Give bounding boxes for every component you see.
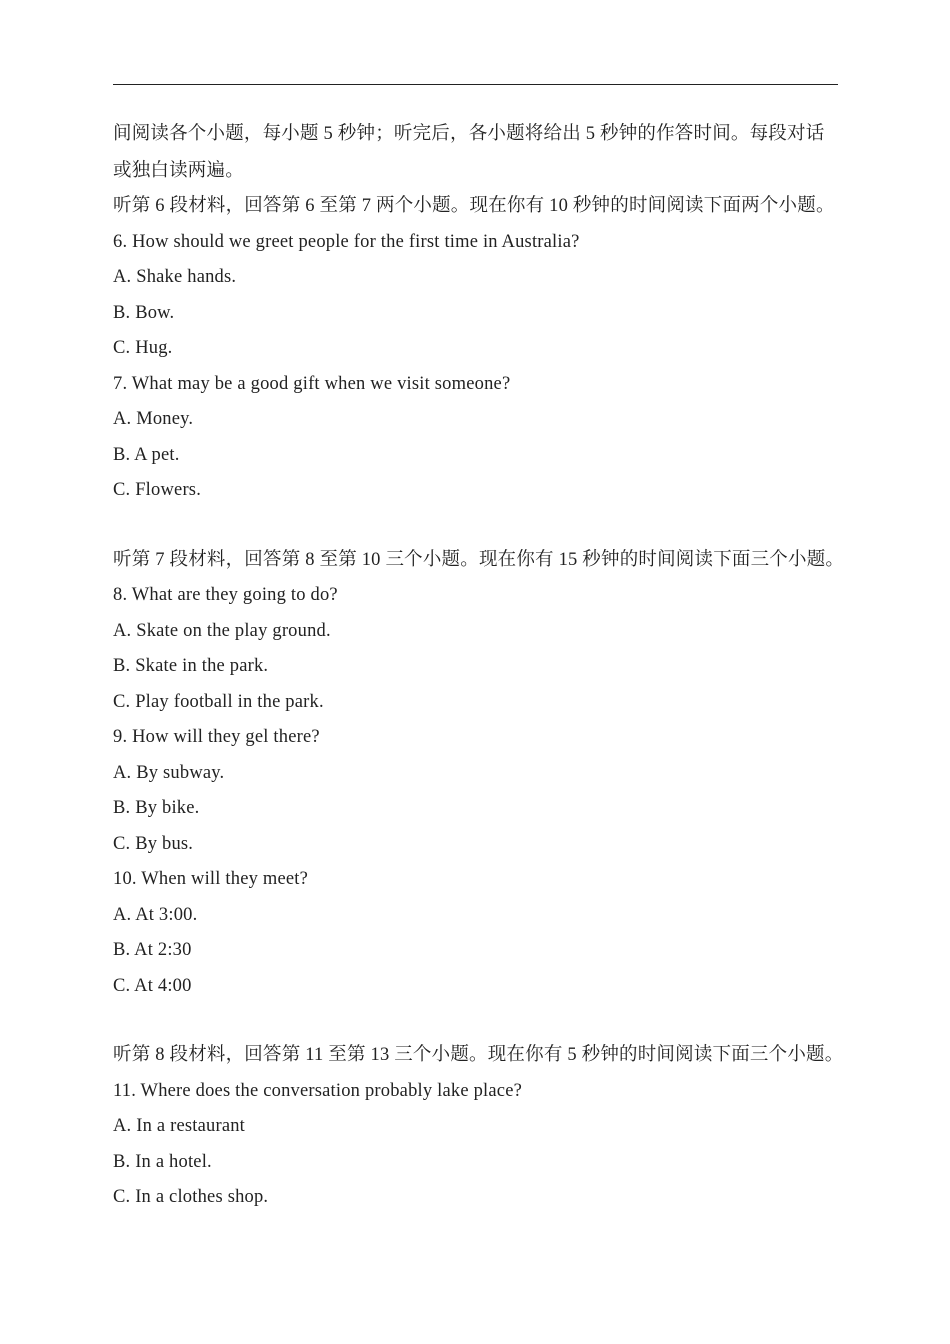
section-spacer — [113, 1004, 873, 1038]
question-stem: 8. What are they going to do? — [113, 585, 338, 605]
document-body — [113, 115, 873, 1216]
question-stem: 10. When will they meet? — [113, 869, 309, 889]
intro-line: 或独白读两遍。 — [113, 161, 244, 181]
section-instruction: 听第 6 段材料，回答第 6 至第 7 两个小题。现在你有 10 秒钟的时间阅读下面两个小题。 — [113, 196, 835, 216]
answer-option: B. A pet. — [113, 444, 180, 465]
answer-option: A. By subway. — [113, 762, 225, 783]
intro-line: 间阅读各个小题，每小题 5 秒钟；听完后，各小题将给出 5 秒钟的作答时间。每段对话 — [113, 124, 825, 144]
section-spacer — [113, 509, 873, 543]
question-stem: 6. How should we greet people for the first time in Australia? — [113, 231, 580, 252]
question-stem: 11. Where does the conversation probably lake place? — [113, 1080, 523, 1101]
answer-option: A. Money. — [113, 409, 194, 429]
answer-option: C. Play football in the park. — [113, 691, 324, 712]
header-rule — [113, 84, 838, 85]
answer-option: B. Bow. — [113, 302, 175, 323]
answer-option: C. At 4:00 — [113, 975, 192, 996]
section-instruction: 听第 8 段材料，回答第 11 至第 13 三个小题。现在你有 5 秒钟的时间阅读下面三个小题。 — [113, 1045, 844, 1065]
answer-option: A. In a restaurant — [113, 1116, 246, 1136]
question-stem: 7. What may be a good gift when we visit someone? — [113, 373, 511, 394]
answer-option: C. Hug. — [113, 338, 173, 358]
answer-option: B. At 2:30 — [113, 940, 192, 960]
answer-option: C. Flowers. — [113, 480, 202, 500]
answer-option: B. By bike. — [113, 798, 200, 818]
answer-option: B. In a hotel. — [113, 1151, 212, 1172]
section-instruction: 听第 7 段材料，回答第 8 至第 10 三个小题。现在你有 15 秒钟的时间阅读下面三个小题。 — [113, 549, 845, 570]
answer-option: B. Skate in the park. — [113, 656, 269, 676]
question-stem: 9. How will they gel there? — [113, 727, 320, 747]
answer-option: A. Skate on the play ground. — [113, 620, 331, 641]
answer-option: C. By bus. — [113, 833, 194, 854]
answer-option: A. At 3:00. — [113, 904, 198, 925]
answer-option: A. Shake hands. — [113, 267, 237, 287]
answer-option: C. In a clothes shop. — [113, 1187, 269, 1207]
